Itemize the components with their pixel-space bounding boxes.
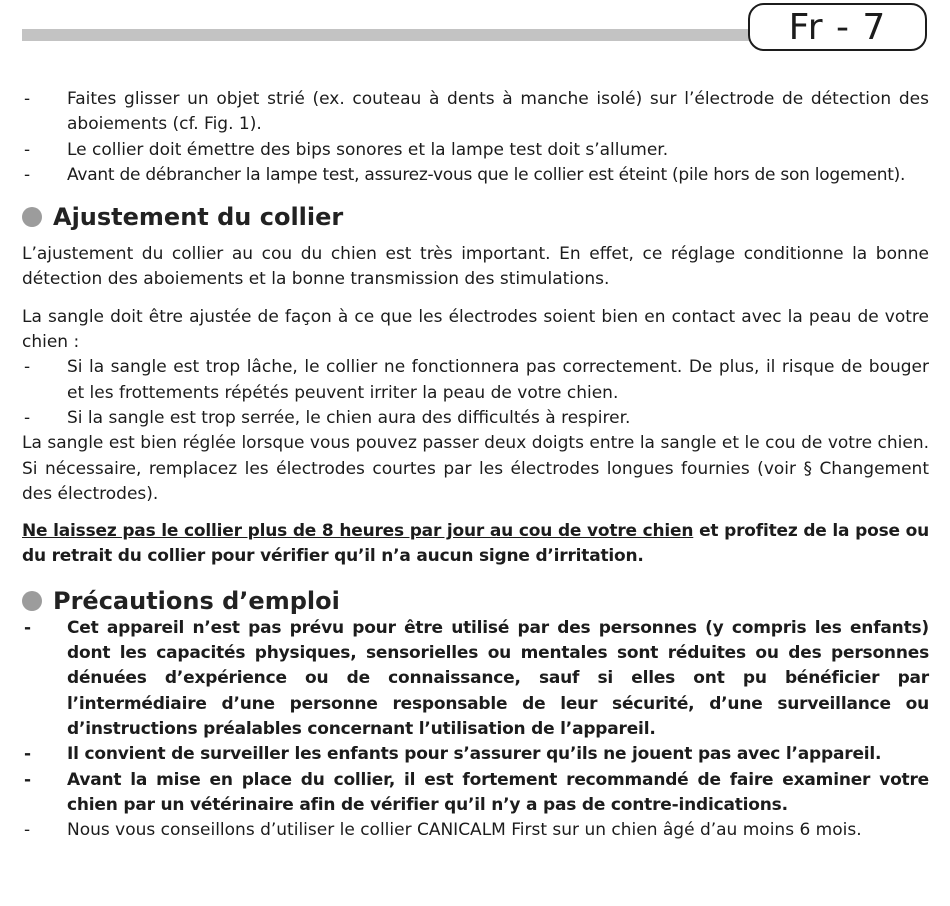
dash-bullet: - [24,617,31,638]
dash-bullet: - [24,744,31,765]
section-heading-ajustement [22,202,929,232]
section-title: Ajustement du collier [53,203,344,232]
dash-bullet: - [24,139,31,160]
page-label: Fr - 7 [788,6,887,48]
list-item [22,355,929,406]
paragraph-strap-intro: La sangle doit être ajustée de façon à ce que les électrodes soient bien en contact avec la peau de votre chien : [22,306,929,353]
page-number-badge [748,3,927,51]
section-heading-precautions [22,586,929,616]
precautions-list [22,616,929,844]
paragraph-intro: L’ajustement du collier au cou du chien est très important. En effet, ce réglage conditionne la bonne détection des aboiements et la bonne transmission des stimulations. [22,244,929,290]
dash-bullet: - [24,820,31,841]
section-title: Précautions d’emploi [53,586,340,615]
warning-paragraph [22,519,929,570]
dash-bullet: - [24,164,30,185]
list-item [22,87,929,138]
list-item-text: Avant la mise en place du collier, il est fortement recommandé de faire examiner votre chien par un vétérinaire afin de vérifier qu’il n’y a pas de contre-indications. [67,769,929,815]
list-item [22,406,929,431]
warning-rest: et profitez de la pose ou du retrait du collier pour vérifier qu’il n’a aucun signe d’irritation. [22,521,930,567]
list-item-text: Cet appareil n’est pas prévu pour être utilisé par des personnes (y compris les enfants) dont les capacités physiques, sensorielles ou mentales sont réduites ou des personnes dénuées d’expérience ou de connaissance, sauf si elles ont pu bénéficier par l’intermédiaire d’une personne responsable de leur sécurité, d’une surveillance ou d’instructions préalables concernant l’utilisation de l’appareil. [67,617,929,739]
strap-list [22,355,929,431]
paragraph-fit-note: La sangle est bien réglée lorsque vous pouvez passer deux doigts entre la sangle et le cou de votre chien. Si nécessaire, remplacez les électrodes courtes par les électrodes longues fournies (voir § Changement des électrodes). [22,433,929,504]
list-item-text: Il convient de surveiller les enfants pour s’assurer qu’ils ne jouent pas avec l’appareil. [67,744,882,765]
list-item-text: Le collier doit émettre des bips sonores et la lampe test doit s’allumer. [67,139,669,160]
list-item [22,818,929,843]
dash-bullet: - [24,769,31,790]
dash-bullet: - [24,89,31,109]
bullet-dot-icon [22,207,42,227]
header-rule [22,29,757,41]
list-item-text: Nous vous conseillons d’utiliser le collier CANICALM First sur un chien âgé d’au moins 6 mois. [67,820,862,841]
list-item-text: Si la sangle est trop lâche, le collier ne fonctionnera pas correctement. De plus, il risque de bouger et les frottements répétés peuvent irriter la peau de votre chien. [67,357,929,403]
list-item [22,768,929,819]
test-steps-list [22,87,929,188]
bullet-dot-icon [22,591,42,611]
list-item [22,163,929,188]
warning-underlined: Ne laissez pas le collier plus de 8 heures par jour au cou de votre chien [22,521,694,542]
list-item-text: Faites glisser un objet strié (ex. couteau à dents à manche isolé) sur l’électrode de détection des aboiements (cf. Fig. 1). [67,89,929,135]
page-content [22,87,929,843]
list-item-text: Si la sangle est trop serrée, le chien aura des difficultés à respirer. [67,407,631,428]
dash-bullet: - [24,407,31,428]
list-item [22,616,929,742]
list-item-text: Avant de débrancher la lampe test, assurez-vous que le collier est éteint (pile hors de son logement). [67,164,906,185]
list-item [22,742,929,767]
list-item [22,138,929,163]
dash-bullet: - [24,357,31,378]
